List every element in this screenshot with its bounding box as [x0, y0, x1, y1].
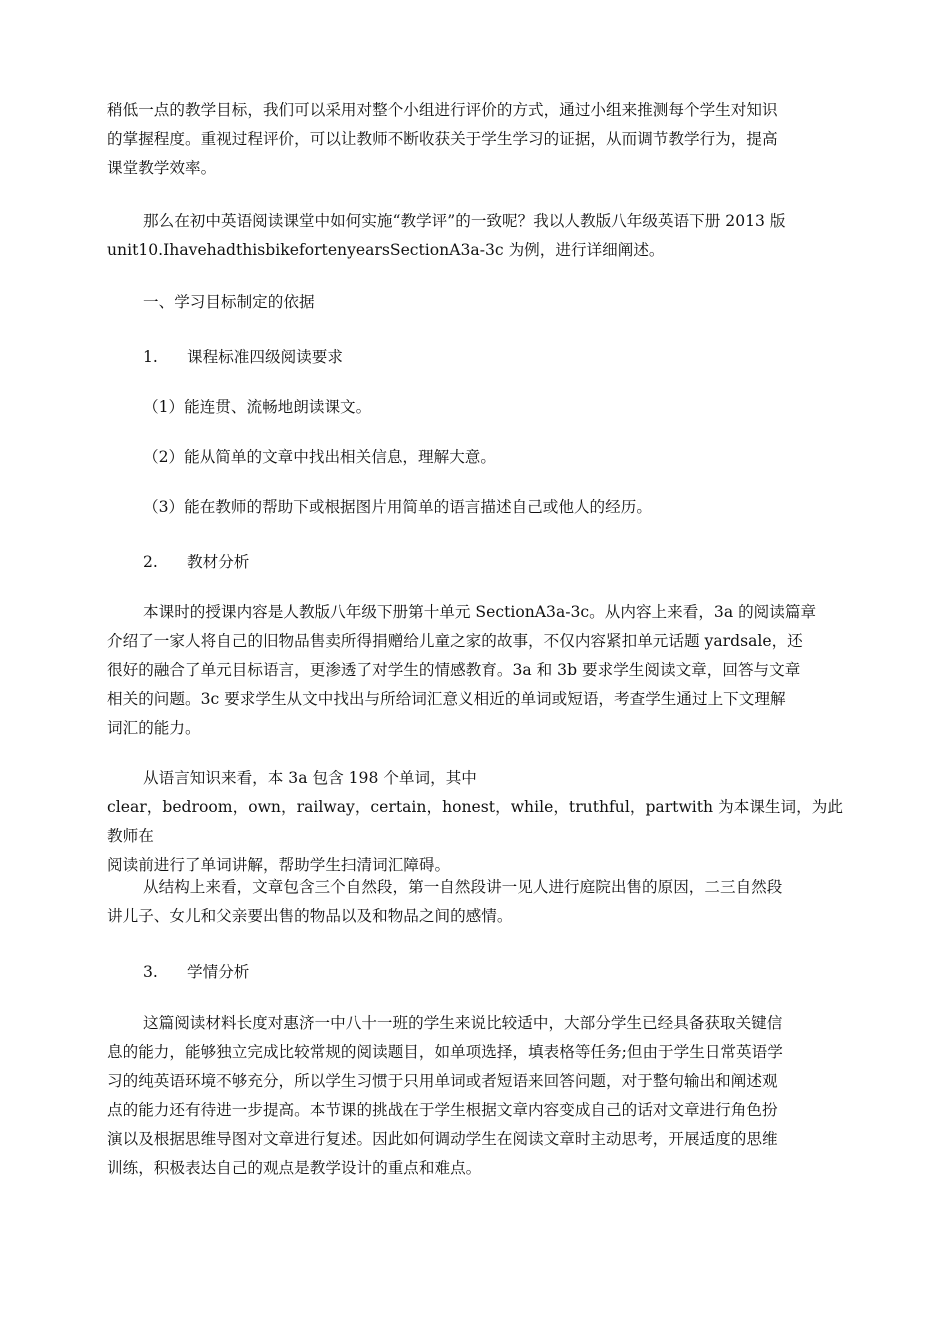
text-line: 这篇阅读材料长度对惠济一中八十一班的学生来说比较适中，大部分学生已经具备获取关键信: [143, 1014, 783, 1032]
subheading-number: 3.: [143, 963, 158, 981]
section-heading: 一、学习目标制定的依据: [143, 293, 315, 311]
text-line: 点的能力还有待进一步提高。本节课的挑战在于学生根据文章内容变成自己的话对文章进行角色扮: [107, 1101, 778, 1119]
text-line: 训练，积极表达自己的观点是教学设计的重点和难点。: [107, 1159, 482, 1177]
text-line: 介绍了一家人将自己的旧物品售卖所得捐赠给儿童之家的故事，不仅内容紧扣单元话题 yardsale，还: [107, 632, 803, 650]
paragraph-structure: [107, 873, 843, 931]
paragraph-language-knowledge: [107, 764, 843, 880]
text-line: 相关的问题。3c 要求学生从文中找出与所给词汇意义相近的单词或短语，考查学生通过上下文理解: [107, 690, 786, 708]
text-line: unit10.IhavehadthisbikefortenyearsSectionA3a-3c 为例，进行详细阐述。: [107, 241, 665, 259]
text-line: 很好的融合了单元目标语言，更渗透了对学生的情感教育。3a 和 3b 要求学生阅读文章，回答与文章: [107, 661, 801, 679]
text-line: 阅读前进行了单词讲解，帮助学生扫清词汇障碍。: [107, 856, 451, 874]
text-line: clear，bedroom，own，railway，certain，honest，while，truthful，partwith 为本课生词，为此教师在: [107, 798, 843, 845]
subheading-number: 2.: [143, 553, 158, 571]
subheading-student-analysis: [143, 958, 249, 987]
paragraph-student-analysis: [107, 1009, 843, 1183]
subheading-title: 学情分析: [187, 963, 250, 981]
paragraph-evaluation-continuation: [107, 96, 843, 183]
text-line: 从结构上来看，文章包含三个自然段，第一自然段讲一见人进行庭院出售的原因，二三自然段: [143, 878, 783, 896]
text-line: 讲儿子、女儿和父亲要出售的物品以及和物品之间的感情。: [107, 907, 513, 925]
list-item: （3）能在教师的帮助下或根据图片用简单的语言描述自己或他人的经历。: [143, 498, 652, 516]
text-line: 从语言知识来看，本 3a 包含 198 个单词，其中: [143, 769, 477, 787]
subheading-title: 教材分析: [187, 553, 250, 571]
text-line: 习的纯英语环境不够充分，所以学生习惯于只用单词或者短语来回答问题，对于整句输出和阐述观: [107, 1072, 778, 1090]
text-line: 词汇的能力。: [107, 719, 201, 737]
text-line: 演以及根据思维导图对文章进行复述。因此如何调动学生在阅读文章时主动思考，开展适度的思维: [107, 1130, 778, 1148]
subheading-number: 1.: [143, 348, 158, 366]
paragraph-textbook-analysis: [107, 598, 843, 743]
subheading-curriculum-standard: [143, 343, 343, 372]
subheading-textbook-analysis: [143, 548, 249, 577]
text-line: 息的能力，能够独立完成比较常规的阅读题目，如单项选择，填表格等任务;但由于学生日常英语学: [107, 1043, 783, 1061]
subheading-title: 课程标准四级阅读要求: [187, 348, 343, 366]
list-item: （1）能连贯、流畅地朗读课文。: [143, 398, 372, 416]
paragraph-intro-example: [107, 207, 843, 265]
text-line: 本课时的授课内容是人教版八年级下册第十单元 SectionA3a-3c。从内容上来看，3a 的阅读篇章: [143, 603, 817, 621]
list-item: （2）能从简单的文章中找出相关信息，理解大意。: [143, 448, 496, 466]
text-line: 那么在初中英语阅读课堂中如何实施“教学评”的一致呢？我以人教版八年级英语下册 2013 版: [143, 212, 786, 230]
text-line: 稍低一点的教学目标，我们可以采用对整个小组进行评价的方式，通过小组来推测每个学生对知识: [107, 101, 778, 119]
text-line: 的掌握程度。重视过程评价，可以让教师不断收获关于学生学习的证据，从而调节教学行为，提高: [107, 130, 778, 148]
text-line: 课堂教学效率。: [107, 159, 217, 177]
